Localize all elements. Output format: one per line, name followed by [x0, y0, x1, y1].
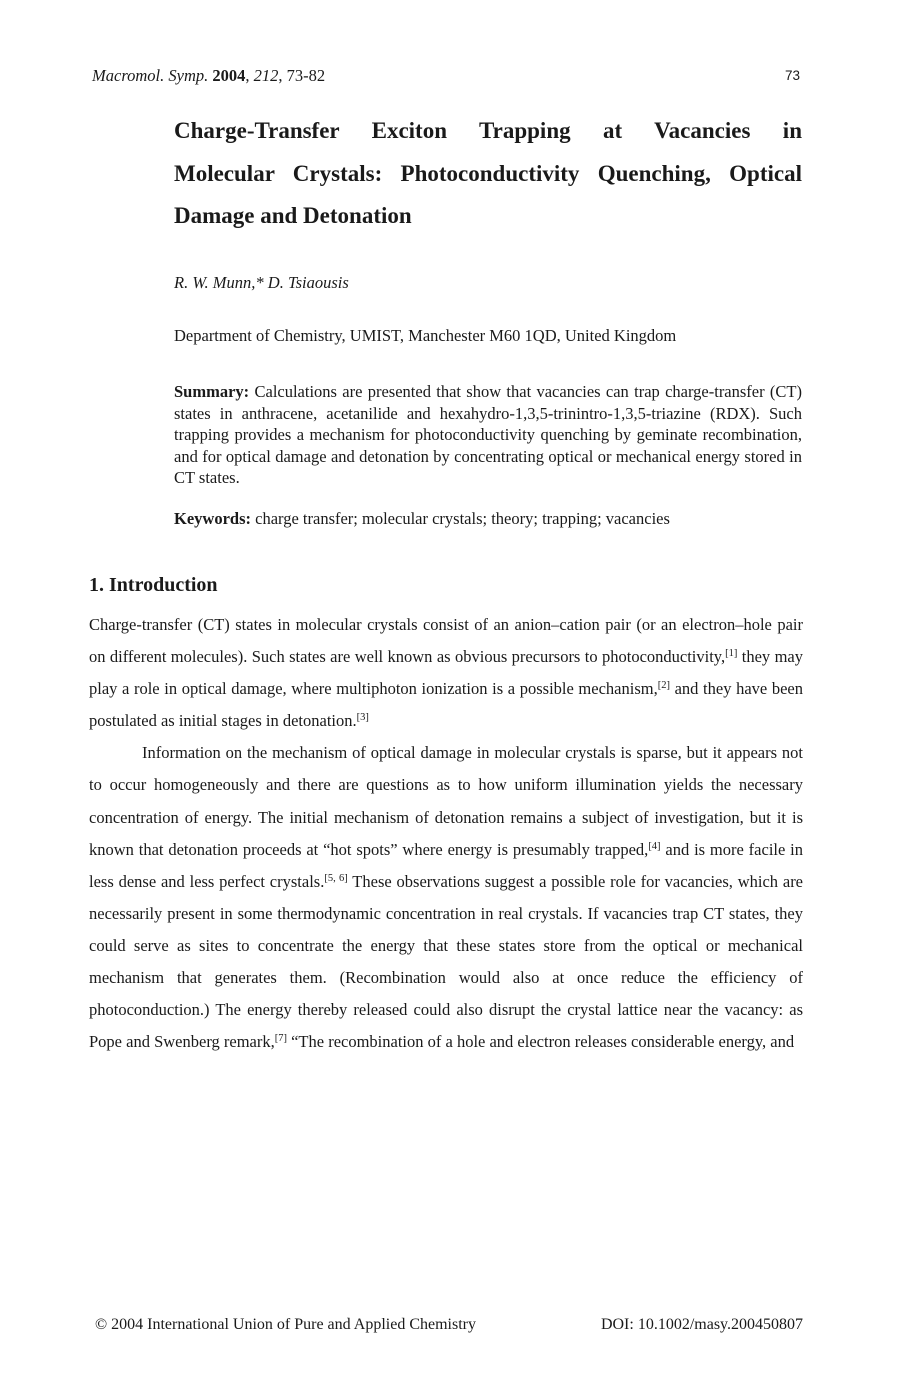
title-line-3: Damage and Detonation [174, 203, 412, 228]
summary-text: Calculations are presented that show that vacancies can trap charge-transfer (CT) states in anthracene, acetanilide and hexahydro-1,3,5-trinintro-1,3,5-triazine (RDX). Such trapping provides a mechanism for photoconductivity quenching by geminate recombination, and for optical damage and detonation by concentrating optical or mechanical energy stored in CT states. [174, 382, 802, 487]
title-line-2: Molecular Crystals: Photoconductivity Quenching, Optical [174, 160, 802, 186]
citation-ref: [4] [648, 840, 661, 852]
paragraph [89, 609, 803, 737]
text-run: Charge-transfer (CT) states in molecular crystals consist of an anion–cation pair (or an electron–hole pair on different molecules). Such states are well known as obvious precursors to photoconductivity, [89, 615, 803, 667]
journal-pages: 73-82 [286, 66, 326, 85]
citation-ref: [2] [657, 680, 670, 692]
summary-label: Summary: [174, 382, 250, 401]
text-run: These observations suggest a possible role for vacancies, which are necessarily present in some thermodynamic concentration in real crystals. If vacancies trap CT states, they could serve as sites to concentrate the energy that these states store from the optical or mechanical mechanism that generates them. (Recombination would also at once reduce the efficiency of photoconduction.) The energy thereby released could also disrupt the crystal lattice near the vacancy: as Pope and Swenberg remark, [89, 871, 804, 1052]
page-number: 73 [784, 68, 800, 83]
journal-name: Macromol. Symp. [92, 66, 209, 85]
citation-ref: [7] [274, 1033, 287, 1045]
journal-year: 2004 [212, 66, 246, 85]
citation-ref: [1] [725, 648, 738, 660]
section-body [89, 609, 803, 1058]
citation-ref: [3] [356, 712, 369, 724]
keywords-text: charge transfer; molecular crystals; theory; trapping; vacancies [255, 509, 670, 528]
summary [174, 381, 802, 489]
text-run: and they have been postulated as initial stages in detonation. [89, 679, 803, 731]
journal-citation: Macromol. Symp. 2004, 212, 73-82 [92, 66, 326, 85]
citation-ref: [5, 6] [324, 872, 348, 884]
paper-title [174, 110, 802, 238]
affiliation: Department of Chemistry, UMIST, Manchester M60 1QD, United Kingdom [174, 326, 677, 345]
copyright-notice: © 2004 International Union of Pure and Applied Chemistry [95, 1316, 476, 1333]
text-run: Information on the mechanism of optical damage in molecular crystals is sparse, but it appears not to occur homogeneously and there are questions as to how uniform illumination yields the necessary concentration of energy. The initial mechanism of detonation remains a subject of investigation, but it is known that detonation proceeds at “hot spots” where energy is presumably trapped, [89, 743, 803, 859]
journal-volume: 212 [253, 66, 279, 85]
text-run: “The recombination of a hole and electron releases considerable energy, and [286, 1032, 795, 1052]
text-run: they may play a role in optical damage, where multiphoton ionization is a possible mechanism, [89, 647, 803, 699]
authors: R. W. Munn,* D. Tsiaousis [174, 273, 349, 292]
keywords-label: Keywords: [174, 509, 251, 528]
doi: DOI: 10.1002/masy.200450807 [600, 1316, 803, 1333]
paragraph [89, 737, 803, 1058]
keywords [174, 509, 802, 529]
text-run: and is more facile in less dense and less perfect crystals. [89, 839, 803, 891]
title-line-1: Charge-Transfer Exciton Trapping at Vacancies in [174, 118, 802, 143]
section-title: 1. Introduction [89, 574, 218, 596]
